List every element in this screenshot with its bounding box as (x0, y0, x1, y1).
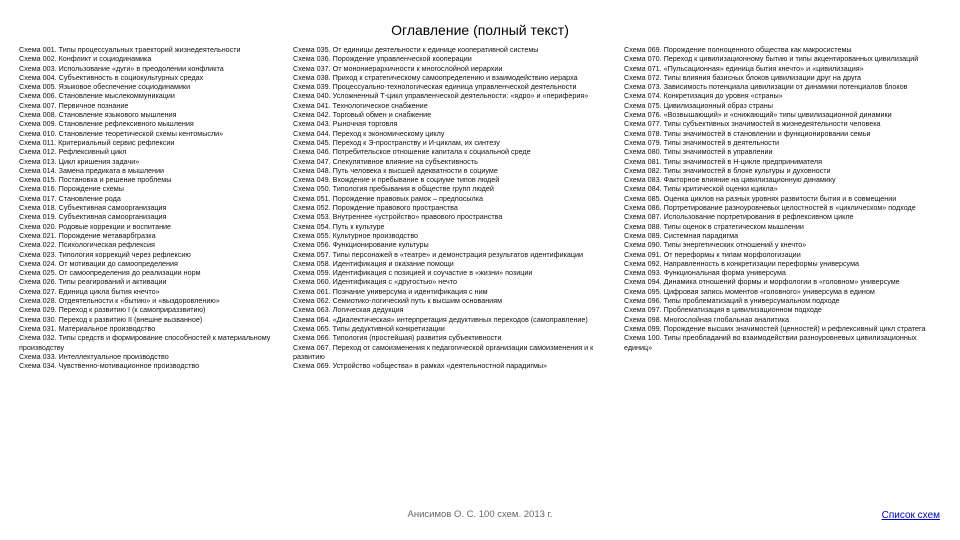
toc-entry: Схема 096. Типы проблематизаций в универсумальном подходе (624, 296, 840, 306)
toc-entry: Схема 038. Приход к стратегическому самоопределению и взаимодействию иерарха (293, 72, 578, 82)
toc-entry: Схема 039. Процессуально-технологическая единица управленческой деятельности (293, 82, 577, 92)
toc-entry: Схема 012. Рефлексивный цикл (19, 147, 127, 157)
toc-entry: Схема 080. Типы значимостей в управлении (624, 147, 773, 157)
toc-entry: Схема 051. Порождение правовых рамок – предпосылка (293, 193, 484, 203)
toc-entry: Схема 025. От самоопределения до реализации норм (19, 268, 201, 278)
author-footer: Анисимов О. С. 100 схем. 2013 г. (407, 509, 553, 520)
toc-entry: Схема 036. Порождение управленческой кооперации (293, 54, 472, 64)
toc-entry: Схема 046. Потребительское отношение капитала к социальной среде (293, 147, 531, 157)
toc-entry: Схема 073. Зависимость потенциала цивилизации от динамики потенциалов блоков (624, 82, 908, 92)
toc-entry: Схема 011. Критериальный сервис рефлексии (19, 137, 175, 147)
toc-entry: Схема 088. Типы оценок в стратегическом мышлении (624, 221, 804, 231)
toc-entry: Схема 017. Становление рода (19, 193, 121, 203)
toc-entry: Схема 097. Проблематизация в цивилизационном подходе (624, 305, 822, 315)
toc-entry: Схема 048. Путь человека к высшей адекватности в социуме (293, 165, 498, 175)
toc-entry: Схема 058. Идентификация и оказание помощи (293, 258, 454, 268)
toc-entry: Схема 069. Порождение полноценного общества как макросистемы (624, 45, 852, 54)
toc-entry: Схема 065. Типы дедуктивной конкретизации (293, 323, 445, 333)
toc-entry: Схема 067. Переход от самоизменения к педагогической организации самоизменения и к развитию (293, 342, 594, 361)
toc-entry: Схема 081. Типы значимостей в Н-цикле предпринимателя (624, 156, 822, 166)
page-title: Оглавление (полный текст) (391, 22, 569, 38)
toc-entry: Схема 064. «Диалектическая» интерпретация дедуктивных переходов (самоправление) (293, 314, 588, 324)
toc-entry: Схема 037. От монониерархичности к многослойной иерархии (293, 63, 503, 73)
toc-entry: Схема 002. Конфликт и социодинамика (19, 54, 152, 64)
toc-column-1 (19, 45, 274, 370)
toc-entry: Схема 003. Использование «дуги» в преодолении конфликта (19, 63, 224, 73)
toc-entry: Схема 014. Замена предиката в мышлении (19, 165, 165, 175)
toc-entry: Схема 072. Типы влияния базисных блоков цивилизации друг на друга (624, 72, 862, 82)
toc-entry: Схема 075. Цивилизационный образ страны (624, 100, 773, 110)
toc-entry: Схема 052. Порождение правового пространства (293, 203, 458, 213)
toc-entry: Схема 030. Переход к развитию II (внешне вызванное) (19, 314, 203, 324)
toc-entry: Схема 098. Многослойная глобальная аналитика (624, 314, 790, 324)
toc-entry: Схема 087. Использование портретирования в рефлексивном цикле (624, 212, 854, 222)
toc-entry: Схема 060. Идентификация с «другостью» нечто (293, 277, 457, 287)
toc-entry: Схема 031. Материальное производство (19, 323, 156, 333)
toc-entry: Схема 090. Типы энергетических отношений у кнечто» (624, 240, 807, 250)
toc-entry: Схема 099. Порождение высших значимостей (ценностей) и рефлексивный цикл стратега (624, 323, 926, 333)
toc-entry: Схема 043. Рыночная торговля (293, 119, 398, 129)
toc-entry: Схема 094. Динамика отношений формы и морфологии в «головном» универсуме (624, 277, 900, 287)
toc-entry: Схема 076. «Возвышающий» и «снижающий» типы цивилизационной динамики (624, 110, 892, 120)
toc-entry: Схема 001. Типы процессуальных траекторий жизнедеятельности (19, 45, 241, 54)
toc-entry: Схема 084. Типы критической оценки кцикла» (624, 184, 778, 194)
toc-entry: Схема 005. Языковое обеспечение социодинамики (19, 82, 191, 92)
toc-entry: Схема 100. Типы преобладаний во взаимодействии разноуровневых цивилизационных единиц» (624, 333, 917, 352)
toc-entry: Схема 027. Единица цикла бытия кнечто» (19, 286, 160, 296)
toc-entry: Схема 047. Спекулятивное влияние на субъективность (293, 156, 478, 166)
toc-entry: Схема 093. Функциональная форма универсума (624, 268, 786, 278)
toc-entry: Схема 050. Типология пребывания в обществе групп людей (293, 184, 494, 194)
toc-entry: Схема 059. Идентификация с позицией и соучастие в «жизни» позиции (293, 268, 533, 278)
toc-entry: Схема 042. Торговый обмен и снабжение (293, 110, 432, 120)
toc-entry: Схема 078. Типы значимостей в становлении и функционировании семьи (624, 128, 871, 138)
toc-entry: Схема 079. Типы значимостей в деятельности (624, 137, 780, 147)
toc-entry: Схема 022. Психологическая рефлексия (19, 240, 155, 250)
toc-column-2 (293, 45, 613, 370)
toc-entry: Схема 016. Порождение схемы (19, 184, 124, 194)
toc-entry: Схема 053. Внутреннее «устройство» правового пространства (293, 212, 503, 222)
toc-entry: Схема 018. Субъективная самоорганизация (19, 203, 167, 213)
toc-entry: Схема 086. Портретирование разноуровневых целостностей в «циклическом» подходе (624, 203, 916, 213)
toc-entry: Схема 026. Типы реагирований и активации (19, 277, 167, 287)
toc-entry: Схема 010. Становление теоретической схемы кентомысли» (19, 128, 224, 138)
toc-entry: Схема 092. Направленность в конкретизации переформы универсума (624, 258, 860, 268)
toc-entry: Схема 019. Субъективная самоорганизация (19, 212, 167, 222)
toc-entry: Схема 041. Технологическое снабжение (293, 100, 428, 110)
toc-entry: Схема 069. Устройство «общества» в рамках «деятельностной парадигмы» (293, 361, 548, 371)
toc-entry: Схема 013. Цикл кришения задачи» (19, 156, 140, 166)
toc-entry: Схема 061. Познание универсума и идентификация с ним (293, 286, 488, 296)
toc-entry: Схема 021. Порождение метаварбгразка (19, 230, 156, 240)
toc-entry: Схема 034. Чувственно-мотивационное производство (19, 361, 200, 371)
toc-entry: Схема 044. Переход к экономическому циклу (293, 128, 445, 138)
toc-entry: Схема 023. Типология коррекций через рефлексию (19, 249, 191, 259)
toc-entry: Схема 083. Факторное влияние на цивилизационную динамику (624, 175, 836, 185)
toc-column-3 (624, 45, 934, 352)
toc-entry: Схема 035. От единицы деятельности к единице кооперативной системы (293, 45, 539, 54)
toc-entry: Схема 009. Становление рефлексивного мышления (19, 119, 194, 129)
toc-entry: Схема 091. От переформы к типам морфологизации (624, 249, 801, 259)
toc-entry: Схема 085. Оценка циклов на разных уровнях развитости бытия и в совмещении (624, 193, 897, 203)
toc-entry: Схема 055. Культурное производство (293, 230, 419, 240)
toc-entry: Схема 057. Типы персонажей в «театре» и демонстрация результатов идентификации (293, 249, 584, 259)
toc-entry: Схема 004. Субъективность в социокультурных средах (19, 72, 204, 82)
toc-entry: Схема 020. Родовые коррекции и воспитание (19, 221, 172, 231)
toc-entry: Схема 040. Усложненный Т-цикл управленческой деятельности: «ядро» и «периферия» (293, 91, 589, 101)
toc-entry: Схема 007. Первичное познание (19, 100, 129, 110)
toc-entry: Схема 033. Интеллектуальное производство (19, 351, 169, 361)
toc-entry: Схема 029. Переход к развитию I (к самоприраззвитию) (19, 305, 206, 315)
toc-entry: Схема 089. Системная парадигма (624, 230, 739, 240)
toc-entry: Схема 077. Типы субъективных значимостей в жизнедеятельности человека (624, 119, 881, 129)
toc-entry: Схема 006. Становление мыслекоммуникации (19, 91, 175, 101)
toc-entry: Схема 082. Типы значимостей в блоке культуры и духовности (624, 165, 831, 175)
toc-entry: Схема 070. Переход к цивилизационному бытию и типы акцентированных цивилизаций (624, 54, 919, 64)
toc-entry: Схема 032. Типы средств и формирование способностей к материальному производству (19, 333, 271, 352)
toc-entry: Схема 071. «Пульсационная» единица бытия кнечто» и «цивилизация» (624, 63, 864, 73)
toc-entry: Схема 015. Постановка и решение проблемы (19, 175, 172, 185)
toc-entry: Схема 045. Переход к Э-пространству и И-циклам, их синтезу (293, 137, 500, 147)
toc-entry: Схема 062. Семиотико-логический путь к высшим основаниям (293, 296, 503, 306)
scheme-list-link[interactable]: Список схем (881, 510, 940, 521)
toc-entry: Схема 028. Отдеятельности к «бытию» и «выздоровлению» (19, 296, 220, 306)
toc-entry: Схема 074. Конкретизация до уровня «страны» (624, 91, 783, 101)
toc-entry: Схема 063. Логическая дедукция (293, 305, 404, 315)
toc-entry: Схема 049. Вхождение и пребывание в социуме типов людей (293, 175, 500, 185)
toc-entry: Схема 024. От мотивации до самоопределения (19, 258, 178, 268)
toc-entry: Схема 056. Функционирование культуры (293, 240, 429, 250)
toc-entry: Схема 054. Путь к культуре (293, 221, 385, 231)
toc-entry: Схема 008. Становление языкового мышления (19, 110, 177, 120)
toc-entry: Схема 095. Цифровая запись моментов «головного» универсума в едином (624, 286, 875, 296)
toc-entry: Схема 066. Типология (простейшая) развития субъективности (293, 333, 502, 343)
